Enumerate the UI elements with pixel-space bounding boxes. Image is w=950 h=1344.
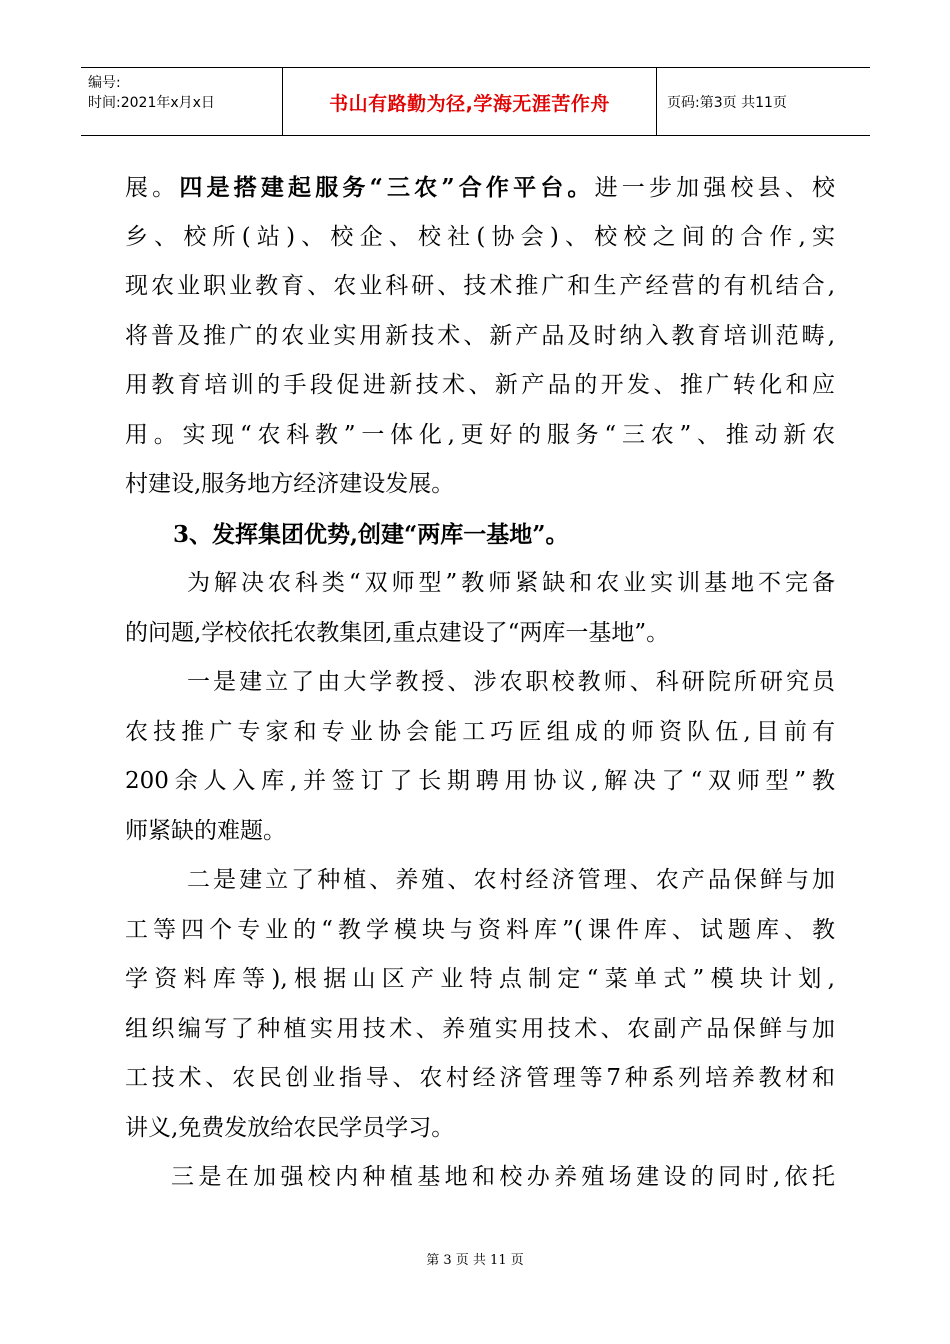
- paragraph-line: 为解决农科类“双师型”教师紧缺和农业实训基地不完备: [187, 570, 835, 596]
- paragraph-line: 组织编写了种植实用技术、养殖实用技术、农副产品保鲜与加: [125, 1015, 835, 1042]
- header-meta: [81, 68, 282, 135]
- document-time-label: 时间:2021年x月x日: [88, 95, 215, 111]
- paragraph-line: 二是建立了种植、养殖、农村经济管理、农产品保鲜与加: [187, 867, 835, 893]
- paragraph-line: 200余人入库,并签订了长期聘用协议,解决了“双师型”教: [125, 768, 835, 794]
- paragraph-line: 的问题,学校依托农教集团,重点建设了“两库一基地”。: [125, 619, 670, 646]
- document-number-label: 编号:: [88, 75, 121, 91]
- header-motto: 书山有路勤为径,学海无涯苦作舟: [282, 68, 657, 135]
- paragraph-line: 乡、校所(站)、校企、校社(协会)、校校之间的合作,实: [125, 223, 835, 250]
- document-body: [125, 163, 835, 1203]
- paragraph-line: 用。实现“农科教”一体化,更好的服务“三农”、推动新农: [125, 421, 835, 448]
- header-page-code: 页码:第3页 共11页: [667, 94, 787, 111]
- page-footer: 第 3 页 共 11 页: [426, 1253, 524, 1268]
- paragraph-line: [125, 163, 835, 213]
- page-header: [81, 67, 870, 136]
- paragraph-line: 三是在加强校内种植基地和校办养殖场建设的同时,依托: [171, 1164, 835, 1190]
- paragraph-line: 用教育培训的手段促进新技术、新产品的开发、推广转化和应: [125, 372, 835, 398]
- text-run: 进一步加强校县、校: [594, 175, 836, 201]
- paragraph-line: 讲义,免费发放给农民学员学习。: [125, 1114, 455, 1141]
- paragraph-line: 村建设,服务地方经济建设发展。: [125, 471, 455, 497]
- paragraph-line: 农技推广专家和专业协会能工巧匠组成的师资队伍,目前有: [125, 718, 835, 745]
- text-run: 展。: [125, 175, 180, 201]
- bold-text-run: 四是搭建起服务“三农”合作平台。: [179, 174, 595, 201]
- paragraph-line: 一是建立了由大学教授、涉农职校教师、科研院所研究员: [187, 669, 835, 695]
- paragraph-line: 工等四个专业的“教学模块与资料库”(课件库、试题库、教: [125, 916, 835, 943]
- section-heading: 3、发挥集团优势,创建“两库一基地”。: [173, 520, 569, 548]
- paragraph-line: 将普及推广的农业实用新技术、新产品及时纳入教育培训范畴,: [125, 322, 835, 349]
- paragraph-line: 现农业职业教育、农业科研、技术推广和生产经营的有机结合,: [125, 273, 835, 299]
- paragraph-line: 工技术、农民创业指导、农村经济管理等7种系列培养教材和: [125, 1065, 835, 1091]
- paragraph-line: 学资料库等),根据山区产业特点制定“菜单式”模块计划,: [125, 966, 835, 992]
- paragraph-line: 师紧缺的难题。: [125, 817, 286, 844]
